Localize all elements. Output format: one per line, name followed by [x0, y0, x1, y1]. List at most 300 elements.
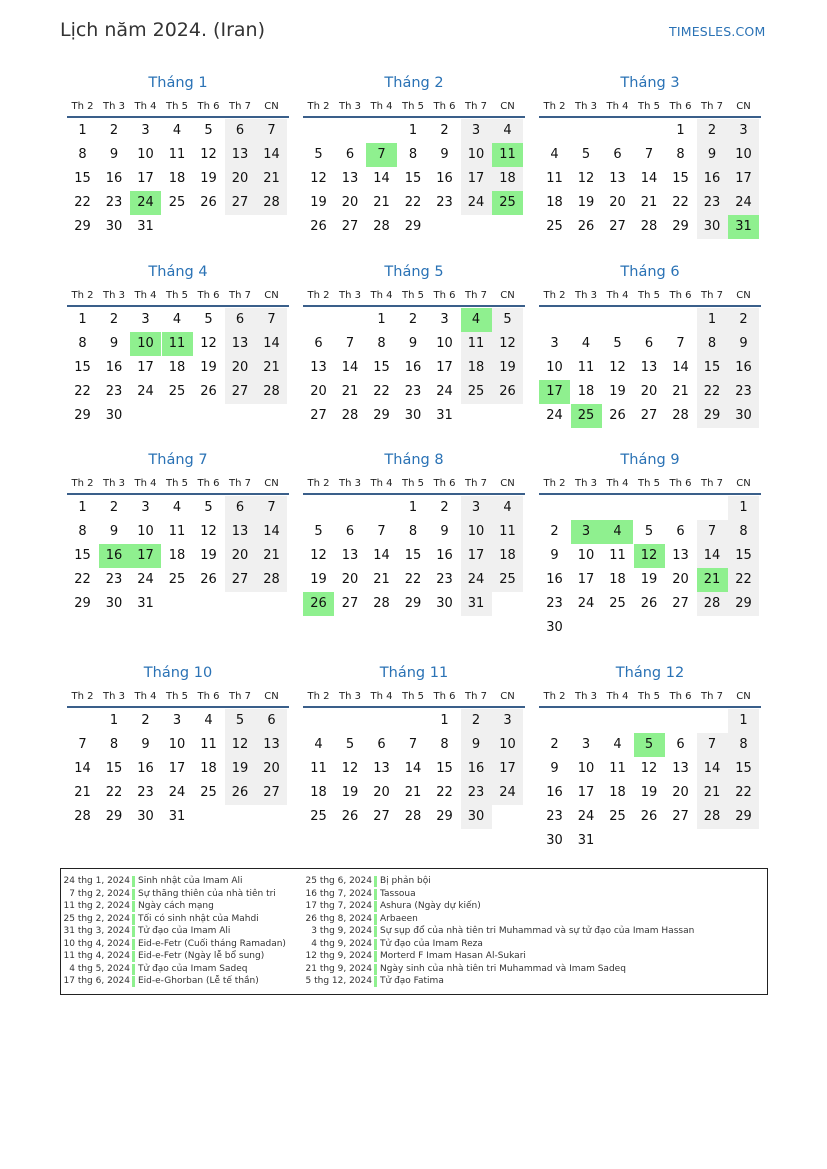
day-cell: 18	[492, 167, 523, 191]
day-cell: 9	[109, 336, 119, 351]
day-cell: 14	[256, 520, 287, 544]
day-cell: 2	[550, 524, 559, 539]
day-cell: 11	[168, 524, 186, 539]
day-cell: 26	[640, 596, 658, 611]
header-rule	[67, 706, 289, 708]
legend-date: 24 thg 1, 2024	[63, 876, 130, 886]
day-cell: 23	[436, 195, 453, 210]
day-cell: 24	[461, 568, 492, 592]
day-cell: 20	[640, 384, 658, 399]
weekday-header: Th 6	[197, 101, 220, 112]
day-cell: 14	[373, 171, 390, 186]
day-cell: 17	[461, 544, 492, 568]
day-cell: 5	[644, 524, 654, 539]
day-cell: 31	[137, 219, 154, 234]
legend-holiday-marker	[132, 926, 135, 937]
day-cell: 27	[256, 781, 287, 805]
day-cell: 19	[492, 356, 523, 380]
day-cell: 26	[609, 408, 626, 423]
day-cell: 11	[200, 737, 217, 752]
day-cell: 28	[256, 380, 287, 404]
legend-holiday-name: Eid-e-Fetr (Cuối tháng Ramadan)	[138, 938, 286, 949]
day-cell: 23	[404, 384, 422, 399]
day-cell: 11	[577, 360, 595, 375]
day-cell: 3	[461, 119, 492, 143]
day-cell: 14	[404, 761, 422, 776]
day-cell: 14	[341, 360, 359, 375]
day-cell: 1	[728, 709, 759, 733]
day-cell: 19	[200, 548, 217, 563]
weekday-header: Th 6	[197, 691, 220, 702]
day-cell: 6	[676, 524, 685, 539]
month-name: Tháng 8	[384, 452, 444, 468]
header-rule	[539, 116, 761, 118]
day-cell: 11	[168, 147, 186, 162]
weekday-header: Th 3	[575, 101, 597, 112]
legend-holiday-name: Morterd F Imam Hasan Al-Sukari	[380, 951, 526, 961]
day-cell: 23	[436, 572, 453, 587]
day-cell: 5	[613, 336, 622, 351]
weekday-header: Th 2	[307, 290, 330, 301]
day-cell: 20	[256, 757, 287, 781]
day-cell: 6	[314, 336, 323, 351]
weekday-header: Th 5	[402, 290, 424, 301]
day-cell: 24	[546, 408, 563, 423]
day-cell: 22	[672, 195, 689, 210]
weekday-header: Th 5	[402, 101, 424, 112]
day-cell: 4	[172, 123, 182, 138]
day-cell: 25	[168, 195, 186, 210]
legend-date: 11 thg 2, 2024	[63, 901, 130, 911]
day-cell: 22	[404, 572, 422, 587]
month-name: Tháng 2	[384, 75, 444, 91]
weekday-header: Th 4	[370, 691, 393, 702]
day-cell: 19	[200, 360, 217, 375]
day-cell: 25	[492, 568, 523, 592]
day-cell: 16	[546, 785, 563, 800]
weekday-header: CN	[736, 290, 751, 301]
day-cell: 9	[141, 737, 150, 752]
day-cell: 15	[728, 757, 759, 781]
day-cell: 24	[728, 191, 759, 215]
day-cell: 29	[373, 408, 390, 423]
day-cell: 6	[345, 524, 355, 539]
day-cell: 5	[204, 500, 213, 515]
day-cell: 3	[492, 709, 523, 733]
day-cell: 30	[105, 596, 123, 611]
day-cell: 10	[577, 761, 595, 776]
day-cell: 15	[404, 171, 422, 186]
day-cell: 7	[697, 733, 728, 757]
day-cell: 3	[141, 500, 150, 515]
weekday-header: Th 5	[638, 101, 660, 112]
day-cell: 26	[200, 572, 217, 587]
month-name: Tháng 9	[620, 452, 680, 468]
day-cell: 30	[728, 404, 759, 428]
day-cell: 2	[461, 709, 492, 733]
day-cell: 16	[404, 360, 422, 375]
weekday-header: Th 7	[465, 290, 487, 301]
header-rule	[67, 493, 289, 495]
day-cell: 20	[225, 544, 256, 568]
weekday-header: Th 3	[103, 478, 125, 489]
day-cell: 11	[492, 520, 523, 544]
day-cell: 16	[436, 171, 453, 186]
day-cell: 13	[672, 548, 689, 563]
day-cell: 25	[168, 572, 186, 587]
day-cell: 15	[436, 761, 453, 776]
day-cell: 19	[577, 195, 595, 210]
weekday-header: Th 7	[229, 101, 251, 112]
weekday-header: Th 7	[701, 290, 723, 301]
day-cell: 19	[310, 195, 327, 210]
day-cell: 15	[404, 548, 422, 563]
day-cell: 2	[109, 123, 119, 138]
legend-holiday-name: Tử đạo của Imam Ali	[138, 926, 231, 936]
weekday-header: Th 4	[606, 101, 629, 112]
day-cell: 19	[640, 572, 658, 587]
day-cell: 22	[697, 380, 728, 404]
brand-link[interactable]: TIMESLES.COM	[669, 24, 766, 39]
day-cell: 16	[728, 356, 759, 380]
weekday-header: Th 4	[134, 691, 157, 702]
day-cell: 9	[440, 147, 449, 162]
day-cell: 27	[225, 568, 256, 592]
day-cell: 7	[377, 524, 386, 539]
day-cell: 7	[697, 520, 728, 544]
day-cell: 15	[697, 356, 728, 380]
day-cell: 18	[310, 785, 327, 800]
day-cell: 9	[408, 336, 418, 351]
day-cell: 21	[672, 384, 689, 399]
day-cell: 14	[697, 757, 728, 781]
day-cell: 29	[672, 219, 689, 234]
day-cell: 2	[109, 500, 119, 515]
weekday-header: Th 3	[103, 101, 125, 112]
legend-holiday-name: Ashura (Ngày dự kiến)	[380, 901, 481, 911]
day-cell: 21	[640, 195, 658, 210]
weekday-header: Th 4	[134, 101, 157, 112]
day-cell: 5	[204, 123, 213, 138]
day-cell: 18	[168, 171, 186, 186]
holiday-day-cell: 4	[461, 308, 492, 332]
day-cell: 21	[341, 384, 359, 399]
day-cell: 2	[440, 500, 449, 515]
day-cell: 13	[640, 360, 658, 375]
weekday-header: Th 7	[701, 101, 723, 112]
day-cell: 21	[404, 785, 422, 800]
day-cell: 10	[168, 737, 186, 752]
day-cell: 9	[440, 524, 449, 539]
day-cell: 10	[492, 733, 523, 757]
legend-date: 5 thg 12, 2024	[305, 976, 372, 986]
day-cell: 30	[137, 809, 154, 824]
day-cell: 20	[341, 572, 359, 587]
day-cell: 13	[341, 548, 359, 563]
weekday-header: Th 3	[339, 290, 361, 301]
day-cell: 18	[609, 572, 626, 587]
day-cell: 14	[74, 761, 91, 776]
day-cell: 28	[373, 219, 390, 234]
weekday-header: Th 5	[638, 290, 660, 301]
weekday-header: CN	[500, 478, 515, 489]
day-cell: 29	[728, 592, 759, 616]
legend-date: 10 thg 4, 2024	[63, 938, 130, 949]
month-block	[67, 264, 289, 464]
day-cell: 29	[697, 404, 728, 428]
day-cell: 1	[78, 123, 87, 138]
month-block	[67, 75, 289, 275]
day-cell: 17	[137, 171, 154, 186]
weekday-header: CN	[500, 290, 515, 301]
legend-date: 31 thg 3, 2024	[63, 926, 130, 936]
day-cell: 30	[461, 805, 492, 829]
weekday-header: CN	[264, 290, 279, 301]
weekday-header: Th 2	[71, 290, 94, 301]
day-cell: 29	[74, 408, 91, 423]
weekday-header: Th 5	[166, 691, 188, 702]
legend-holiday-marker	[132, 951, 135, 962]
day-cell: 13	[341, 171, 359, 186]
day-cell: 26	[310, 219, 327, 234]
legend-holiday-marker	[132, 901, 135, 912]
day-cell: 24	[137, 384, 154, 399]
legend-holiday-name: Tử đạo Fatima	[380, 976, 444, 986]
day-cell: 14	[672, 360, 689, 375]
day-cell: 26	[200, 195, 217, 210]
day-cell: 28	[74, 809, 91, 824]
weekday-header: Th 6	[669, 101, 692, 112]
day-cell: 16	[436, 548, 453, 563]
day-cell: 1	[408, 500, 418, 515]
weekday-header: Th 2	[71, 101, 94, 112]
month-name: Tháng 5	[384, 264, 444, 280]
weekday-header: Th 2	[543, 290, 566, 301]
legend-holiday-name: Tối có sinh nhật của Mahdi	[138, 913, 259, 924]
day-cell: 9	[550, 548, 559, 563]
holiday-day-cell: 10	[130, 332, 161, 356]
weekday-header: Th 4	[606, 691, 629, 702]
month-block	[539, 75, 761, 275]
legend-holiday-marker	[132, 876, 135, 887]
month-block	[67, 452, 289, 652]
day-cell: 20	[373, 785, 390, 800]
day-cell: 18	[492, 544, 523, 568]
day-cell: 9	[728, 332, 759, 356]
weekday-header: Th 2	[71, 691, 94, 702]
day-cell: 12	[640, 761, 658, 776]
day-cell: 28	[256, 191, 287, 215]
page-title: Lịch năm 2024. (Iran)	[60, 19, 265, 41]
day-cell: 31	[137, 596, 154, 611]
day-cell: 18	[577, 384, 595, 399]
weekday-header: Th 3	[575, 478, 597, 489]
day-cell: 5	[581, 147, 591, 162]
day-cell: 11	[546, 171, 563, 186]
legend-holiday-marker	[132, 976, 135, 987]
legend-holiday-marker	[374, 939, 377, 950]
day-cell: 23	[546, 809, 563, 824]
legend-date: 17 thg 7, 2024	[305, 901, 372, 911]
day-cell: 13	[225, 520, 256, 544]
weekday-header: Th 2	[543, 101, 566, 112]
day-cell: 16	[697, 167, 728, 191]
month-name: Tháng 12	[615, 665, 685, 681]
day-cell: 17	[168, 761, 186, 776]
day-cell: 3	[728, 119, 759, 143]
day-cell: 28	[373, 596, 390, 611]
day-cell: 27	[672, 596, 689, 611]
day-cell: 25	[461, 380, 492, 404]
day-cell: 10	[728, 143, 759, 167]
day-cell: 14	[256, 332, 287, 356]
day-cell: 31	[436, 408, 453, 423]
day-cell: 23	[105, 572, 123, 587]
day-cell: 16	[137, 761, 154, 776]
weekday-header: CN	[500, 101, 515, 112]
day-cell: 21	[256, 167, 287, 191]
holiday-day-cell: 7	[366, 143, 397, 167]
weekday-header: Th 4	[134, 478, 157, 489]
day-cell: 12	[310, 548, 327, 563]
day-cell: 18	[609, 785, 626, 800]
holiday-day-cell: 11	[492, 143, 523, 167]
day-cell: 22	[404, 195, 422, 210]
day-cell: 11	[461, 332, 492, 356]
day-cell: 16	[105, 360, 123, 375]
day-cell: 29	[74, 596, 91, 611]
day-cell: 21	[256, 356, 287, 380]
day-cell: 2	[109, 312, 119, 327]
weekday-header: Th 3	[575, 691, 597, 702]
month-block	[303, 452, 525, 652]
day-cell: 30	[546, 833, 563, 848]
day-cell: 27	[341, 219, 359, 234]
day-cell: 24	[436, 384, 453, 399]
day-cell: 21	[373, 572, 390, 587]
day-cell: 30	[105, 219, 123, 234]
legend-holiday-name: Bị phản bội	[380, 876, 431, 886]
legend-holiday-name: Sinh nhật của Imam Ali	[138, 876, 243, 886]
day-cell: 15	[74, 548, 91, 563]
weekday-header: CN	[736, 101, 751, 112]
holiday-legend	[60, 868, 768, 995]
day-cell: 1	[109, 713, 119, 728]
day-cell: 2	[728, 308, 759, 332]
weekday-header: Th 3	[103, 290, 125, 301]
weekday-header: Th 4	[370, 290, 393, 301]
month-name: Tháng 1	[148, 75, 208, 91]
day-cell: 22	[728, 781, 759, 805]
day-cell: 27	[373, 809, 390, 824]
day-cell: 23	[461, 781, 492, 805]
day-cell: 14	[373, 548, 390, 563]
weekday-header: Th 7	[701, 691, 723, 702]
day-cell: 5	[225, 709, 256, 733]
day-cell: 3	[581, 737, 591, 752]
day-cell: 30	[436, 596, 453, 611]
day-cell: 28	[404, 809, 422, 824]
day-cell: 26	[341, 809, 359, 824]
month-block	[539, 264, 761, 464]
day-cell: 20	[225, 167, 256, 191]
holiday-day-cell: 31	[728, 215, 759, 239]
legend-date: 7 thg 2, 2024	[69, 888, 130, 899]
day-cell: 6	[613, 147, 622, 162]
day-cell: 10	[546, 360, 563, 375]
day-cell: 2	[408, 312, 418, 327]
legend-date: 17 thg 6, 2024	[63, 976, 130, 986]
day-cell: 20	[225, 356, 256, 380]
header-rule	[539, 493, 761, 495]
day-cell: 15	[672, 171, 689, 186]
day-cell: 1	[697, 308, 728, 332]
day-cell: 13	[310, 360, 327, 375]
day-cell: 17	[728, 167, 759, 191]
weekday-header: Th 3	[339, 478, 361, 489]
holiday-day-cell: 21	[697, 568, 728, 592]
day-cell: 25	[168, 384, 186, 399]
weekday-header: Th 3	[103, 691, 125, 702]
day-cell: 29	[436, 809, 453, 824]
day-cell: 30	[105, 408, 123, 423]
weekday-header: Th 6	[433, 101, 456, 112]
day-cell: 1	[78, 312, 87, 327]
holiday-day-cell: 26	[303, 592, 334, 616]
day-cell: 10	[577, 548, 595, 563]
legend-date: 21 thg 9, 2024	[305, 963, 372, 974]
legend-holiday-marker	[132, 889, 135, 900]
day-cell: 22	[74, 195, 91, 210]
day-cell: 25	[546, 219, 563, 234]
header-rule	[303, 493, 525, 495]
day-cell: 19	[310, 572, 327, 587]
day-cell: 8	[109, 737, 119, 752]
day-cell: 5	[492, 308, 523, 332]
day-cell: 3	[550, 336, 559, 351]
holiday-day-cell: 11	[162, 332, 193, 356]
day-cell: 26	[492, 380, 523, 404]
day-cell: 24	[577, 809, 595, 824]
day-cell: 16	[546, 572, 563, 587]
weekday-header: Th 7	[229, 478, 251, 489]
weekday-header: Th 6	[669, 290, 692, 301]
day-cell: 4	[581, 336, 591, 351]
day-cell: 15	[74, 171, 91, 186]
day-cell: 12	[200, 336, 217, 351]
weekday-header: Th 5	[402, 478, 424, 489]
day-cell: 19	[341, 785, 359, 800]
day-cell: 18	[461, 356, 492, 380]
weekday-header: Th 7	[229, 691, 251, 702]
day-cell: 9	[461, 733, 492, 757]
day-cell: 14	[256, 143, 287, 167]
day-cell: 6	[377, 737, 386, 752]
day-cell: 8	[377, 336, 386, 351]
holiday-day-cell: 17	[539, 380, 570, 404]
holiday-day-cell: 25	[571, 404, 602, 428]
day-cell: 1	[377, 312, 386, 327]
legend-holiday-name: Ngày cách mạng	[138, 901, 214, 911]
weekday-header: Th 5	[638, 478, 660, 489]
month-name: Tháng 6	[620, 264, 680, 280]
day-cell: 2	[697, 119, 728, 143]
legend-holiday-marker	[374, 976, 377, 987]
day-cell: 10	[137, 524, 154, 539]
day-cell: 7	[256, 119, 287, 143]
day-cell: 11	[310, 761, 327, 776]
day-cell: 1	[78, 500, 87, 515]
